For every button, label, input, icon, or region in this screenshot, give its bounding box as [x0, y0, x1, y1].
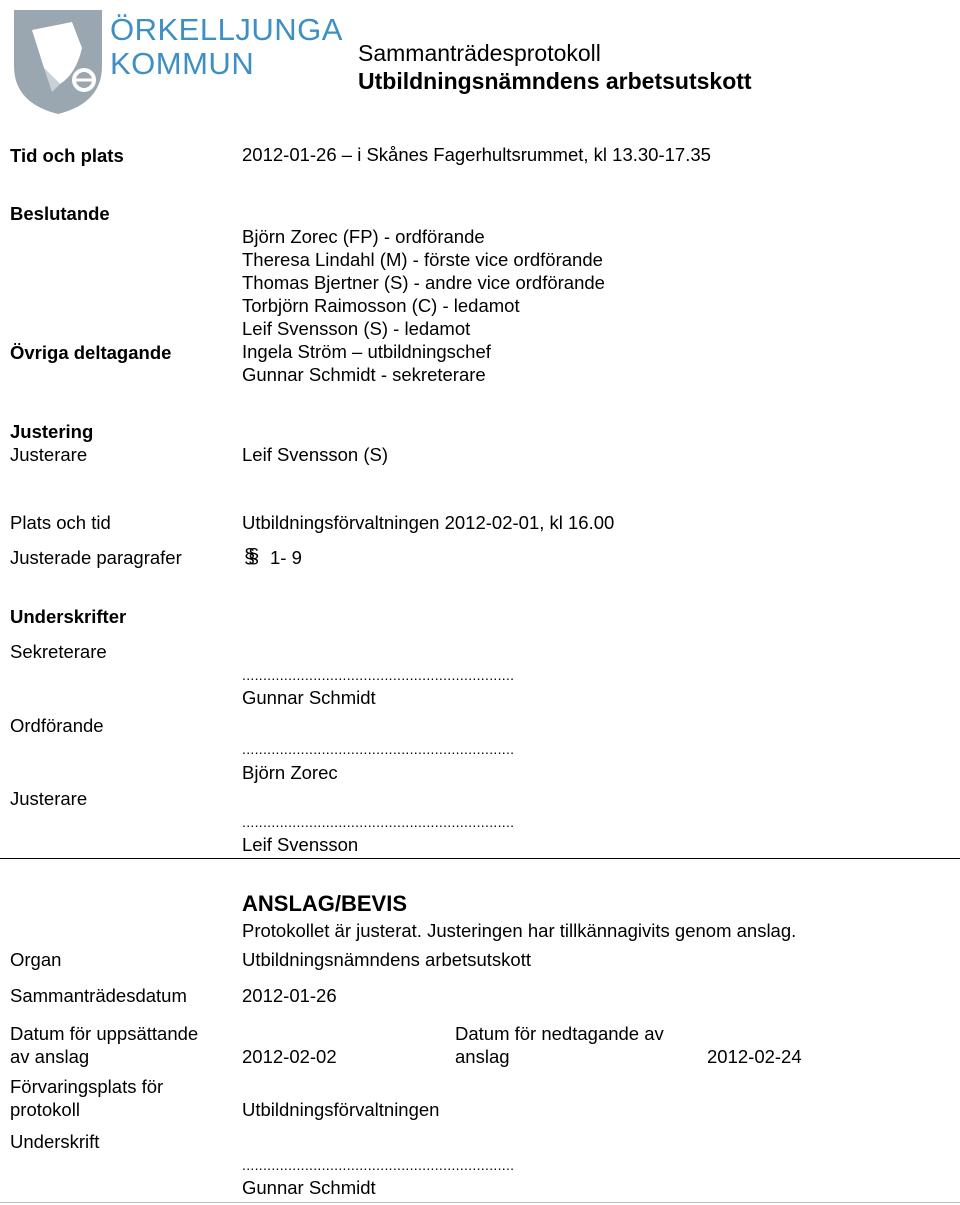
storage-value: Utbildningsförvaltningen	[242, 1099, 440, 1120]
logo-line-1: ÖRKELLJUNGA	[110, 12, 343, 47]
meeting-date-value: 2012-01-26	[242, 985, 337, 1006]
participant: Björn Zorec (FP) - ordförande	[242, 226, 485, 247]
notice-signature-label: Underskrift	[10, 1131, 100, 1152]
divider	[0, 858, 960, 859]
time-place-label: Tid och plats	[10, 145, 124, 166]
document-type: Sammanträdesprotokoll	[358, 40, 601, 66]
organ-value: Utbildningsnämndens arbetsutskott	[242, 949, 531, 970]
deciding-label: Beslutande	[10, 203, 110, 224]
committee-name: Utbildningsnämndens arbetsutskott	[358, 68, 752, 94]
signature-line: .................................................................	[242, 667, 515, 683]
place-time-label: Plats och tid	[10, 512, 111, 533]
others-label: Övriga deltagande	[10, 342, 172, 363]
signature-name: Björn Zorec	[242, 762, 338, 783]
signature-line: .................................................................	[242, 814, 515, 830]
municipal-shield-icon	[12, 8, 104, 116]
removed-date-label: Datum för nedtagande av	[455, 1023, 664, 1044]
removed-date-value: 2012-02-24	[707, 1046, 802, 1067]
paragraph-symbol: §§	[244, 546, 253, 568]
time-place-value: 2012-01-26 – i Skånes Fagerhultsrummet, kl 13.30-17.35	[242, 144, 711, 165]
paragraphs-label: Justerade paragrafer	[10, 547, 182, 568]
notice-signature-name: Gunnar Schmidt	[242, 1177, 376, 1198]
signature-name: Leif Svensson	[242, 834, 359, 855]
paragraphs-value: 1- 9	[270, 547, 302, 568]
storage-label: Förvaringsplats för	[10, 1076, 164, 1097]
notice-signature-line: .................................................................	[242, 1157, 515, 1173]
storage-label: protokoll	[10, 1099, 80, 1120]
participant: Gunnar Schmidt - sekreterare	[242, 364, 486, 385]
adjuster-value: Leif Svensson (S)	[242, 444, 389, 465]
notice-title: ANSLAG/BEVIS	[242, 891, 408, 916]
notice-statement: Protokollet är justerat. Justeringen har tillkännagivits genom anslag.	[242, 920, 797, 941]
bottom-rule	[0, 1202, 960, 1203]
adjuster-label: Justerare	[10, 444, 88, 465]
signature-role: Sekreterare	[10, 641, 107, 662]
adjustment-heading: Justering	[10, 421, 94, 442]
signature-name: Gunnar Schmidt	[242, 687, 376, 708]
signature-line: .................................................................	[242, 741, 515, 757]
meeting-date-label: Sammanträdesdatum	[10, 985, 187, 1006]
logo	[12, 8, 343, 118]
participant: Thomas Bjertner (S) - andre vice ordförande	[242, 272, 605, 293]
participant: Ingela Ström – utbildningschef	[242, 341, 491, 362]
signatures-heading: Underskrifter	[10, 606, 127, 627]
logo-line-2: KOMMUN	[110, 46, 255, 81]
posted-date-label: av anslag	[10, 1046, 90, 1067]
signature-role: Justerare	[10, 788, 88, 809]
posted-date-value: 2012-02-02	[242, 1046, 337, 1067]
participant: Torbjörn Raimosson (C) - ledamot	[242, 295, 520, 316]
participant: Leif Svensson (S) - ledamot	[242, 318, 471, 339]
posted-date-label: Datum för uppsättande	[10, 1023, 199, 1044]
removed-date-label: anslag	[455, 1046, 510, 1067]
organ-label: Organ	[10, 949, 62, 970]
signature-role: Ordförande	[10, 715, 104, 736]
place-time-value: Utbildningsförvaltningen 2012-02-01, kl 16.00	[242, 512, 615, 533]
participant: Theresa Lindahl (M) - förste vice ordförande	[242, 249, 603, 270]
